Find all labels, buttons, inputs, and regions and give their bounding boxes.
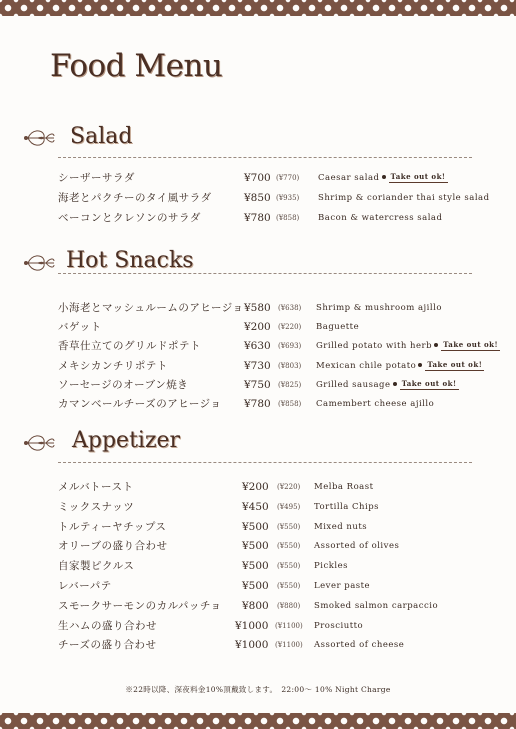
item-name-jp: 小海老とマッシュルームのアヒージョ	[58, 302, 244, 314]
item-name-en: Lever paste	[314, 581, 371, 591]
item-name-en: Shrimp & mushroom ajillo	[316, 303, 442, 313]
item-price-with-tax: (¥550)	[277, 542, 301, 551]
item-price-with-tax: (¥220)	[277, 483, 301, 491]
item-name-en: Camembert cheese ajillo	[316, 399, 435, 409]
section-divider	[58, 157, 472, 158]
item-price: ¥200	[244, 321, 271, 334]
item-price-with-tax: (¥550)	[277, 522, 301, 531]
item-name-jp: レバーパテ	[58, 580, 112, 592]
item-name-en: Prosciutto	[314, 620, 364, 631]
item-price: ¥500	[242, 560, 269, 573]
item-price-with-tax: (¥770)	[276, 174, 300, 182]
item-name-jp: バゲット	[58, 321, 102, 334]
menu-item-row	[0, 208, 516, 228]
item-name-jp: ミックスナッツ	[58, 500, 135, 513]
menu-item-row	[0, 394, 516, 414]
item-price: ¥780	[244, 398, 271, 410]
takeout-badge: Take out ok!	[390, 172, 446, 181]
item-name-en: Melba Roast	[314, 482, 374, 492]
item-name-jp: メルバトースト	[58, 481, 134, 493]
night-charge-note: ※22時以降、深夜料金10%頂戴致します。 22:00～ 10% Night Charge	[125, 685, 391, 694]
menu-item-row	[0, 375, 516, 395]
item-price: ¥500	[242, 520, 269, 533]
item-name-jp: 海老とパクチーのタイ風サラダ	[58, 192, 212, 204]
item-price-with-tax: (¥825)	[278, 380, 302, 389]
item-price: ¥800	[242, 599, 269, 612]
menu-item-row	[0, 168, 516, 188]
item-name-en: Grilled sausage Take out ok!	[316, 378, 457, 390]
item-name-jp: チーズの盛り合わせ	[58, 639, 157, 652]
item-name-jp: ベーコンとクレソンのサラダ	[58, 212, 201, 224]
item-name-en: Bacon & watercress salad	[318, 213, 443, 223]
item-price-with-tax: (¥550)	[277, 582, 301, 590]
item-name-jp: 自家製ピクルス	[58, 560, 135, 573]
item-price-with-tax: (¥858)	[278, 400, 302, 408]
section-title-appetizer: Appetizer	[72, 428, 181, 453]
top-ornamental-border	[0, 0, 516, 16]
bottom-ornamental-border	[0, 713, 516, 729]
item-price: ¥200	[242, 481, 269, 493]
item-price: ¥850	[244, 192, 271, 204]
menu-item-row	[0, 517, 516, 537]
takeout-badge: Take out ok!	[401, 378, 457, 388]
item-price: ¥500	[242, 580, 269, 592]
item-price: ¥700	[244, 172, 271, 184]
menu-item-row	[0, 635, 516, 655]
item-name-jp: シーザーサラダ	[58, 172, 135, 184]
menu-item-row	[0, 188, 516, 208]
menu-item-row	[0, 497, 516, 517]
menu-item-row	[0, 596, 516, 616]
item-price-with-tax: (¥550)	[277, 562, 301, 571]
item-price: ¥450	[242, 500, 269, 513]
item-name-jp: ソーセージのオーブン焼き	[58, 378, 189, 391]
item-name-en: Mixed nuts	[314, 521, 368, 532]
item-name-en: Smoked salmon carpaccio	[314, 600, 439, 611]
item-price-with-tax: (¥1100)	[275, 621, 303, 630]
item-price-with-tax: (¥220)	[278, 323, 302, 332]
item-name-jp: 香草仕立てのグリルドポテト	[58, 340, 201, 353]
menu-item-row	[0, 576, 516, 596]
item-name-en: Tortilla Chips	[314, 501, 380, 512]
menu-item-row	[0, 336, 516, 356]
item-price-with-tax: (¥1100)	[275, 641, 303, 650]
item-name-jp: メキシカンチリポテト	[58, 359, 168, 372]
item-price-with-tax: (¥935)	[276, 194, 300, 202]
item-price: ¥1000	[235, 619, 269, 632]
takeout-badge: Take out ok!	[443, 340, 499, 350]
item-name-en: Caesar salad Take out ok!	[318, 172, 446, 183]
section-divider	[58, 273, 472, 274]
item-name-en: Baguette	[316, 322, 360, 333]
item-price-with-tax: (¥880)	[277, 601, 301, 610]
item-price-with-tax: (¥858)	[276, 214, 300, 222]
item-name-jp: スモークサーモンのカルパッチョ	[58, 599, 222, 612]
item-name-jp: オリーブの盛り合わせ	[58, 540, 168, 553]
item-price-with-tax: (¥693)	[278, 342, 302, 351]
item-name-jp: 生ハムの盛り合わせ	[58, 619, 157, 632]
item-price: ¥780	[244, 212, 271, 224]
item-price: ¥730	[244, 359, 271, 372]
item-name-jp: トルティーヤチップス	[58, 520, 167, 533]
menu-item-row	[0, 356, 516, 376]
item-price: ¥580	[244, 302, 271, 314]
item-name-en: Shrimp & coriander thai style salad	[318, 193, 490, 203]
page-title: Food Menu	[50, 48, 223, 84]
flourish-icon	[22, 248, 56, 278]
item-price: ¥500	[242, 540, 269, 553]
item-name-en: Pickles	[314, 561, 348, 572]
item-name-en: Grilled potato with herb Take out ok!	[316, 340, 499, 352]
menu-item-row	[0, 556, 516, 576]
item-price-with-tax: (¥495)	[277, 502, 301, 511]
menu-item-row	[0, 298, 516, 318]
section-title-salad: Salad	[70, 124, 133, 149]
takeout-badge: Take out ok!	[427, 359, 483, 369]
flourish-icon	[22, 428, 56, 458]
item-price: ¥750	[244, 378, 271, 391]
menu-item-row	[0, 317, 516, 337]
section-title-hot-snacks: Hot Snacks	[66, 248, 194, 273]
item-price: ¥630	[244, 340, 271, 353]
menu-item-row	[0, 477, 516, 497]
item-name-en: Assorted of cheese	[314, 640, 405, 651]
section-divider	[58, 462, 472, 463]
item-price-with-tax: (¥638)	[278, 304, 302, 312]
item-name-jp: カマンベールチーズのアヒージョ	[58, 398, 222, 410]
item-price: ¥1000	[235, 639, 269, 652]
item-name-en: Mexican chile potato Take out ok!	[316, 359, 483, 371]
item-price-with-tax: (¥803)	[278, 361, 302, 370]
menu-item-row	[0, 536, 516, 556]
menu-item-row	[0, 616, 516, 636]
flourish-icon	[22, 123, 56, 153]
item-name-en: Assorted of olives	[314, 541, 400, 552]
